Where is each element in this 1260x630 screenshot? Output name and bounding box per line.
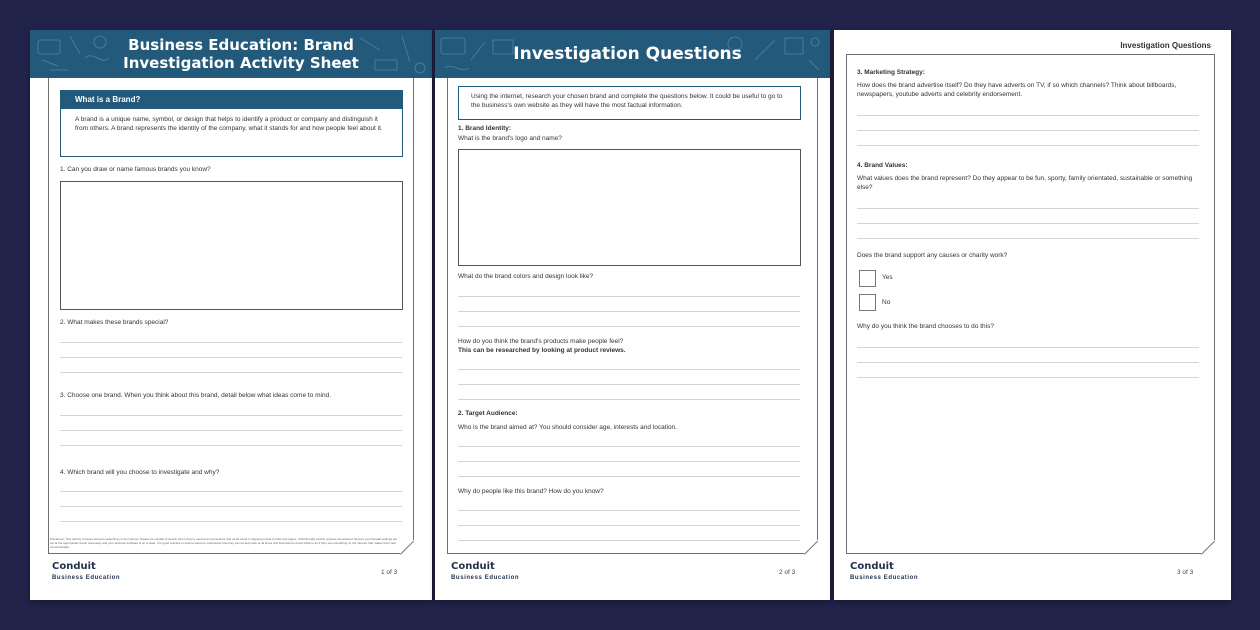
safety-disclaimer: Disclaimer: This activity involves learners searching on the internet. Please be mindful of search terms they're used and connections that could result in stepping inside to links and pages. Child friendly search engines are advised. Ensure your firewall settings are set at the appropriate levels necessary and your antivirus software is up to date. It is good practice to ensure learners understand how they can be kept safe at all times and that learners know what to do if they see something on the internet that makes them feel uncomfortable.	[50, 537, 398, 549]
page-corner-notch	[1201, 540, 1215, 554]
yes-label: Yes	[882, 274, 893, 281]
logo-subtitle: Business Education	[850, 575, 919, 581]
yes-checkbox[interactable]	[859, 270, 876, 287]
running-header: Investigation Questions	[1120, 41, 1211, 50]
page-title: Business Education: Brand Investigation Activity Sheet	[123, 36, 359, 72]
answer-line[interactable]	[458, 476, 800, 477]
definition-box	[60, 90, 403, 157]
page-corner-notch	[400, 540, 414, 554]
section-heading-marketing: 3. Marketing Strategy:	[857, 69, 925, 76]
section-heading-brand-identity: 1. Brand Identity:	[458, 125, 512, 132]
answer-line[interactable]	[458, 525, 800, 526]
page-banner	[30, 30, 432, 78]
answer-line[interactable]	[60, 357, 402, 358]
page-frame	[846, 54, 1215, 554]
answer-line[interactable]	[857, 362, 1199, 363]
page-title: Investigation Questions	[513, 44, 742, 64]
worksheet-page-3	[834, 30, 1231, 600]
answer-line[interactable]	[857, 130, 1199, 131]
answer-line[interactable]	[60, 521, 402, 522]
no-label: No	[882, 299, 891, 306]
section-heading-values: 4. Brand Values:	[857, 162, 908, 169]
question-colors: What do the brand colors and design look like?	[458, 273, 594, 280]
page-banner	[435, 30, 830, 78]
question-why-charity: Why do you think the brand chooses to do this?	[857, 323, 994, 330]
answer-line[interactable]	[60, 342, 402, 343]
answer-line[interactable]	[60, 430, 402, 431]
answer-line[interactable]	[857, 238, 1199, 239]
instructions-text: Using the internet, research your chosen brand and complete the questions below. It could be useful to go to the business's own website as they will have the most factual information.	[471, 93, 783, 109]
definition-text: A brand is a unique name, symbol, or design that helps to identify a product or company and distinguish it from others. A brand represents the identity of the company, what it stands for and how people feel about it.	[75, 116, 383, 132]
question-charity: Does the brand support any causes or charity work?	[857, 252, 1008, 259]
answer-line[interactable]	[458, 461, 800, 462]
question-values: What values does the brand represent? Do they appear to be fun, sporty, family orientated, sustainable or something else?	[857, 175, 1193, 191]
answer-line[interactable]	[857, 208, 1199, 209]
definition-heading: What is a Brand?	[61, 91, 402, 109]
answer-line[interactable]	[458, 446, 800, 447]
answer-line[interactable]	[60, 445, 402, 446]
logo-drawing-box[interactable]	[458, 149, 801, 266]
page-corner-notch	[804, 540, 818, 554]
worksheet-page-2	[435, 30, 830, 600]
answer-line[interactable]	[60, 415, 402, 416]
instructions-box	[458, 86, 801, 120]
no-checkbox[interactable]	[859, 294, 876, 311]
answer-line[interactable]	[857, 145, 1199, 146]
answer-line[interactable]	[458, 369, 800, 370]
section-heading-target-audience: 2. Target Audience:	[458, 410, 518, 417]
logo-subtitle: Business Education	[451, 575, 520, 581]
answer-line[interactable]	[458, 540, 800, 541]
answer-line[interactable]	[857, 377, 1199, 378]
answer-line[interactable]	[60, 491, 402, 492]
question-1: 1. Can you draw or name famous brands you know?	[60, 166, 211, 173]
answer-line[interactable]	[857, 115, 1199, 116]
conduit-logo: Conduit	[52, 561, 96, 572]
answer-line[interactable]	[458, 384, 800, 385]
page-number: 1 of 3	[381, 569, 398, 576]
question-feel: How do you think the brand's products make people feel?	[458, 338, 624, 345]
answer-line[interactable]	[458, 399, 800, 400]
page-number: 2 of 3	[779, 569, 796, 576]
answer-line[interactable]	[458, 510, 800, 511]
question-feel-note: This can be researched by looking at product reviews.	[458, 347, 626, 354]
conduit-logo: Conduit	[451, 561, 495, 572]
question-advertise: How does the brand advertise itself? Do they have adverts on TV, if so which channels? Think about billboards, newspapers, youtube adverts and celebrity endorsement.	[857, 82, 1177, 98]
answer-line[interactable]	[60, 372, 402, 373]
worksheet-page-1	[30, 30, 432, 600]
answer-line[interactable]	[60, 506, 402, 507]
question-why-like: Why do people like this brand? How do you know?	[458, 488, 604, 495]
answer-line[interactable]	[458, 296, 800, 297]
logo-subtitle: Business Education	[52, 575, 121, 581]
question-3: 3. Choose one brand. When you think about this brand, detail below what ideas come to mind.	[60, 392, 331, 399]
question-4: 4. Which brand will you choose to investigate and why?	[60, 469, 220, 476]
conduit-logo: Conduit	[850, 561, 894, 572]
question-logo: What is the brand's logo and name?	[458, 135, 562, 142]
drawing-box[interactable]	[60, 181, 403, 310]
answer-line[interactable]	[458, 311, 800, 312]
question-2: 2. What makes these brands special?	[60, 319, 169, 326]
answer-line[interactable]	[857, 347, 1199, 348]
question-aimed-at: Who is the brand aimed at? You should consider age, interests and location.	[458, 424, 677, 431]
page-number: 3 of 3	[1177, 569, 1194, 576]
answer-line[interactable]	[857, 223, 1199, 224]
answer-line[interactable]	[458, 326, 800, 327]
